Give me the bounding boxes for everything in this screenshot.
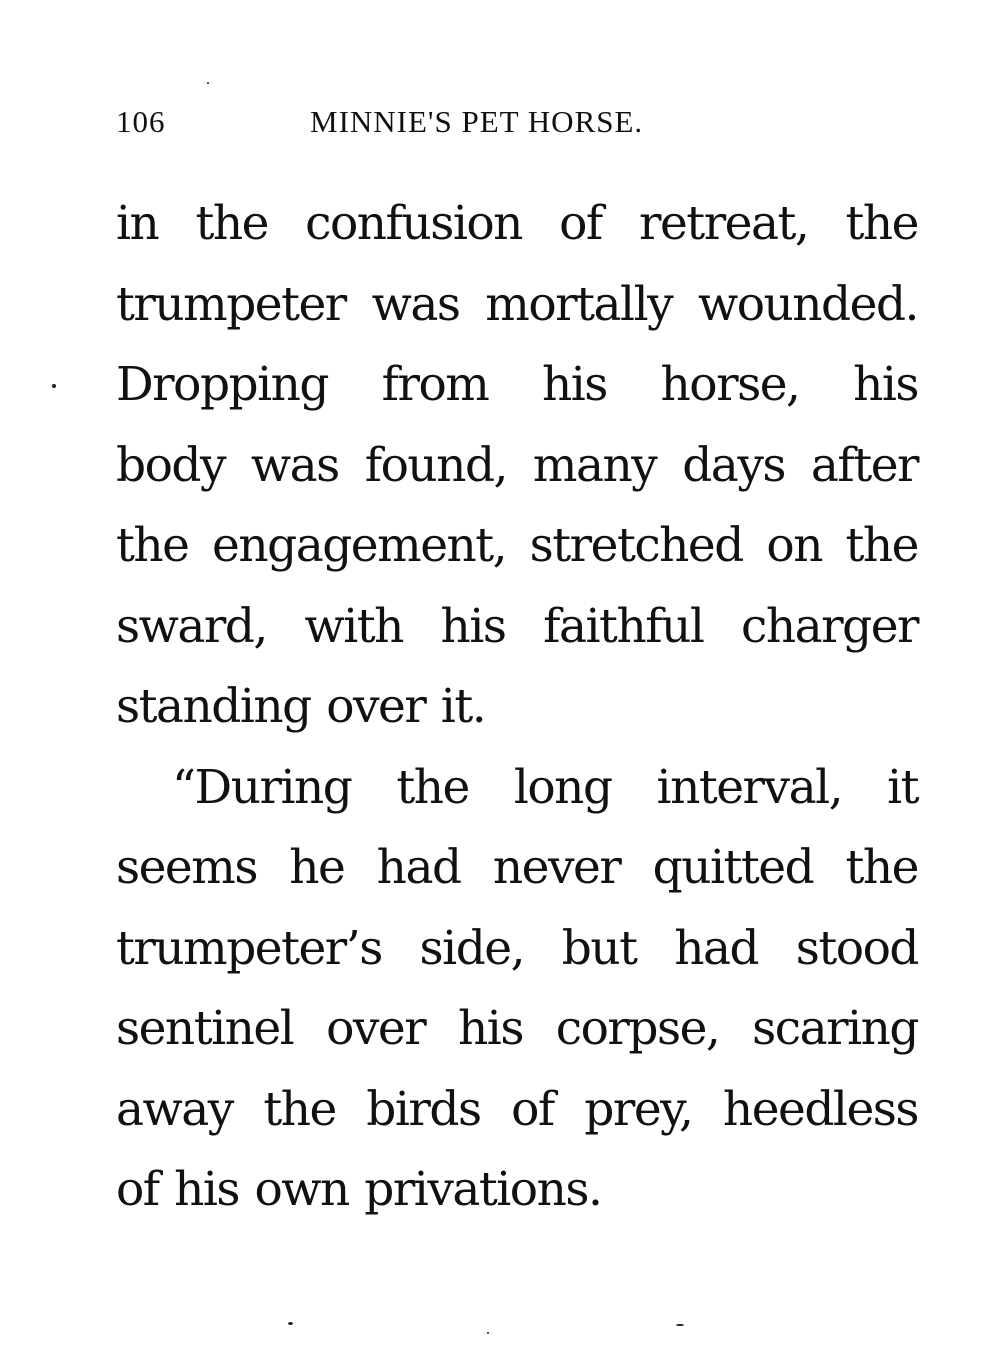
text-line: seems he had never quitted the xyxy=(116,840,918,895)
text-line: trumpeter’s side, but had stood xyxy=(116,920,918,976)
text-line: sward, with his faithful charger xyxy=(116,598,918,654)
running-head xyxy=(116,104,736,148)
text-line: sentinel over his corpse, scaring xyxy=(116,1001,918,1056)
page-number: 106 xyxy=(116,104,166,139)
running-title: MINNIE'S PET HORSE. xyxy=(310,104,644,139)
text-line: of his own privations. xyxy=(116,1162,602,1217)
text-line: Dropping from his horse, his xyxy=(116,357,918,412)
text-line: standing over it. xyxy=(116,679,486,734)
text-line: body was found, many days after xyxy=(116,437,918,493)
text-line: the engagement, stretched on the xyxy=(116,518,918,573)
paragraph xyxy=(116,748,918,1231)
text-line: “During the long interval, it xyxy=(172,759,918,815)
body-text xyxy=(116,184,918,1231)
text-line: trumpeter was mortally wounded. xyxy=(116,276,918,332)
text-line: away the birds of prey, heedless xyxy=(116,1081,918,1137)
scan-speck xyxy=(288,1322,293,1325)
scan-speck xyxy=(487,1332,489,1334)
scan-speck xyxy=(676,1324,684,1326)
scan-speck xyxy=(52,384,56,388)
text-line: in the confusion of retreat, the xyxy=(116,196,918,251)
scan-speck xyxy=(207,82,209,84)
paragraph xyxy=(116,184,918,748)
